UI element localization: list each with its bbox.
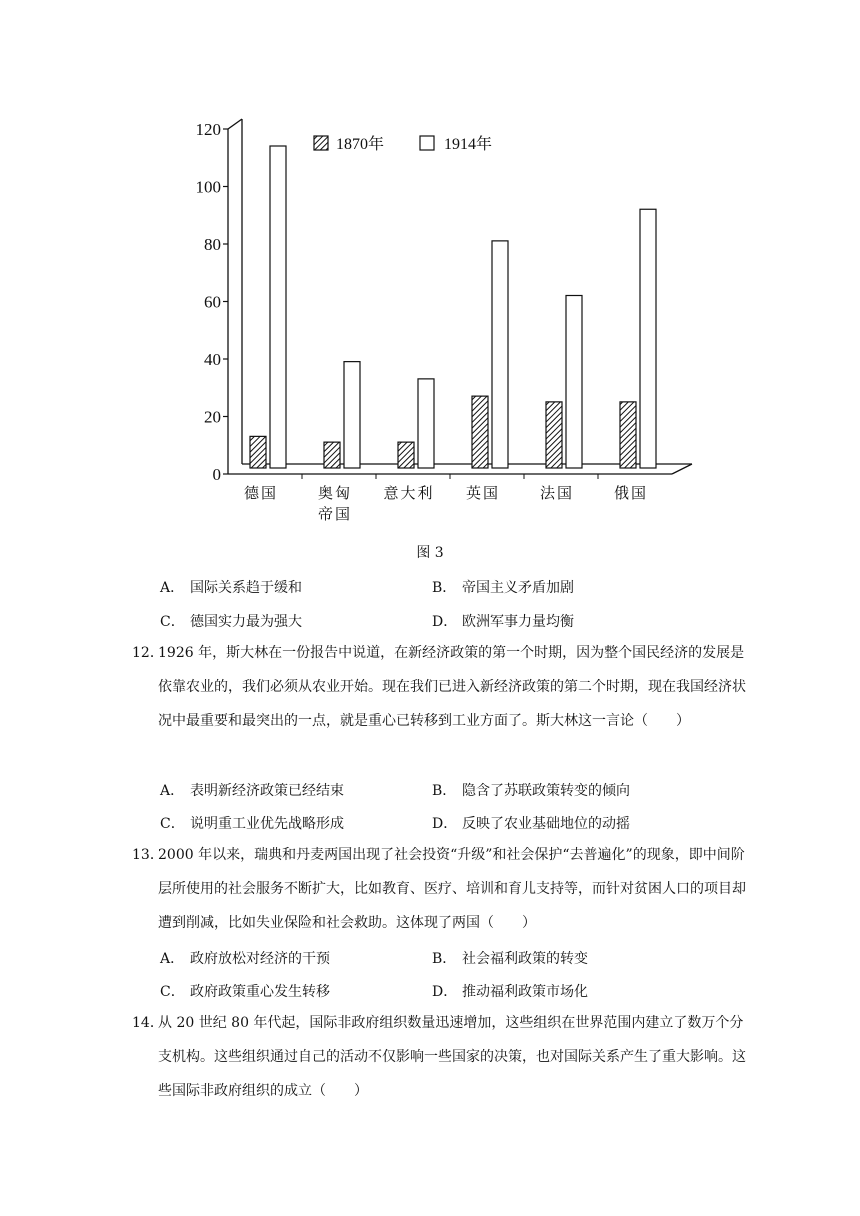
category-label: 意大利	[383, 484, 435, 502]
wall-top-edge	[228, 119, 242, 129]
q11-option-d[interactable]: D． 欧洲军事力量均衡	[432, 614, 574, 630]
y-tick-label: 0	[212, 465, 221, 484]
question-13	[132, 838, 752, 940]
legend-swatch-1914	[420, 136, 434, 150]
question-stem: 2000 年以来，瑞典和丹麦两国出现了社会投资“升级”和社会保护“去普遍化”的现象，即中间阶层所使用的社会服务不断扩大，比如教育、医疗、培训和育儿支持等，而针对贫困人口的项目却遭到削减，比如失业保险和社会救助。这体现了两国（ ）	[158, 847, 746, 931]
q13-options-row-2	[160, 981, 800, 1001]
category-label: 奥匈	[317, 484, 353, 502]
bar-1914	[640, 209, 656, 468]
q12-options-row-2	[160, 813, 800, 833]
y-tick-label: 100	[195, 177, 221, 197]
q11-option-b[interactable]: B． 帝国主义矛盾加剧	[432, 580, 574, 596]
q12-option-a[interactable]: A． 表明新经济政策已经结束	[160, 783, 344, 799]
y-tick-label: 60	[204, 292, 221, 312]
legend-label-1870: 1870年	[336, 136, 385, 153]
x-category-labels	[244, 484, 648, 523]
q13-option-a[interactable]: A． 政府放松对经济的干预	[160, 951, 330, 967]
q12-option-b[interactable]: B． 隐含了苏联政策转变的倾向	[432, 783, 630, 799]
category-label: 法国	[539, 484, 575, 502]
bar-1914	[492, 241, 508, 468]
bar-1870	[620, 402, 636, 468]
q11-option-c[interactable]: C． 德国实力最为强大	[160, 614, 302, 630]
q12-option-d[interactable]: D． 反映了农业基础地位的动摇	[432, 816, 630, 832]
category-label: 德国	[243, 484, 279, 502]
bar-1914	[344, 362, 360, 468]
bar-1870	[250, 436, 266, 468]
q11-options-row-2	[160, 611, 800, 631]
category-label: 帝国	[317, 505, 353, 523]
category-label: 英国	[465, 484, 501, 502]
q13-option-c[interactable]: C． 政府政策重心发生转移	[160, 984, 330, 1000]
y-tick-labels	[196, 120, 229, 484]
question-14	[132, 1006, 752, 1108]
question-12	[132, 636, 752, 738]
y-tick-label: 20	[204, 407, 221, 427]
question-number: 13．	[132, 847, 164, 863]
bar-chart	[0, 0, 860, 530]
legend-label-1914: 1914年	[444, 136, 493, 153]
bar-1914	[418, 379, 434, 468]
q13-options-row-1	[160, 948, 800, 968]
bar-1870	[398, 442, 414, 468]
floor-right-edge	[672, 464, 692, 474]
y-tick-label: 120	[195, 120, 221, 139]
bar-1870	[472, 396, 488, 468]
y-tick-label: 80	[204, 235, 221, 254]
bar-1870	[546, 402, 562, 468]
q11-options-row-1	[160, 577, 800, 597]
y-tick-label: 40	[204, 350, 221, 369]
bar-1870	[324, 442, 340, 468]
q12-options-row-1	[160, 780, 800, 800]
question-stem: 1926 年，斯大林在一份报告中说道，在新经济政策的第一个时期，因为整个国民经济的发展是依靠农业的，我们必须从农业开始。现在我们已进入新经济政策的第二个时期，现在我国经济状况中最重要和最突出的一点，就是重心已转移到工业方面了。斯大林这一言论（ ）	[158, 645, 746, 729]
bar-1914	[566, 296, 582, 469]
q11-option-a[interactable]: A． 国际关系趋于缓和	[160, 580, 302, 596]
bar-1914	[270, 146, 286, 468]
category-label: 俄国	[613, 484, 649, 502]
question-number: 14．	[132, 1015, 164, 1031]
figure-caption: 图 3	[416, 545, 444, 561]
q13-option-b[interactable]: B． 社会福利政策的转变	[432, 951, 588, 967]
chart-bars	[250, 146, 656, 468]
question-number: 12．	[132, 645, 164, 661]
chart-legend	[314, 134, 492, 153]
question-stem: 从 20 世纪 80 年代起，国际非政府组织数量迅速增加，这些组织在世界范围内建立了数万个分支机构。这些组织通过自己的活动不仅影响一些国家的决策，也对国际关系产生了重大影响。这些国际非政府组织的成立（ ）	[158, 1015, 746, 1099]
q13-option-d[interactable]: D． 推动福利政策市场化	[432, 984, 588, 1000]
legend-swatch-1870	[314, 136, 328, 150]
q12-option-c[interactable]: C． 说明重工业优先战略形成	[160, 816, 344, 832]
